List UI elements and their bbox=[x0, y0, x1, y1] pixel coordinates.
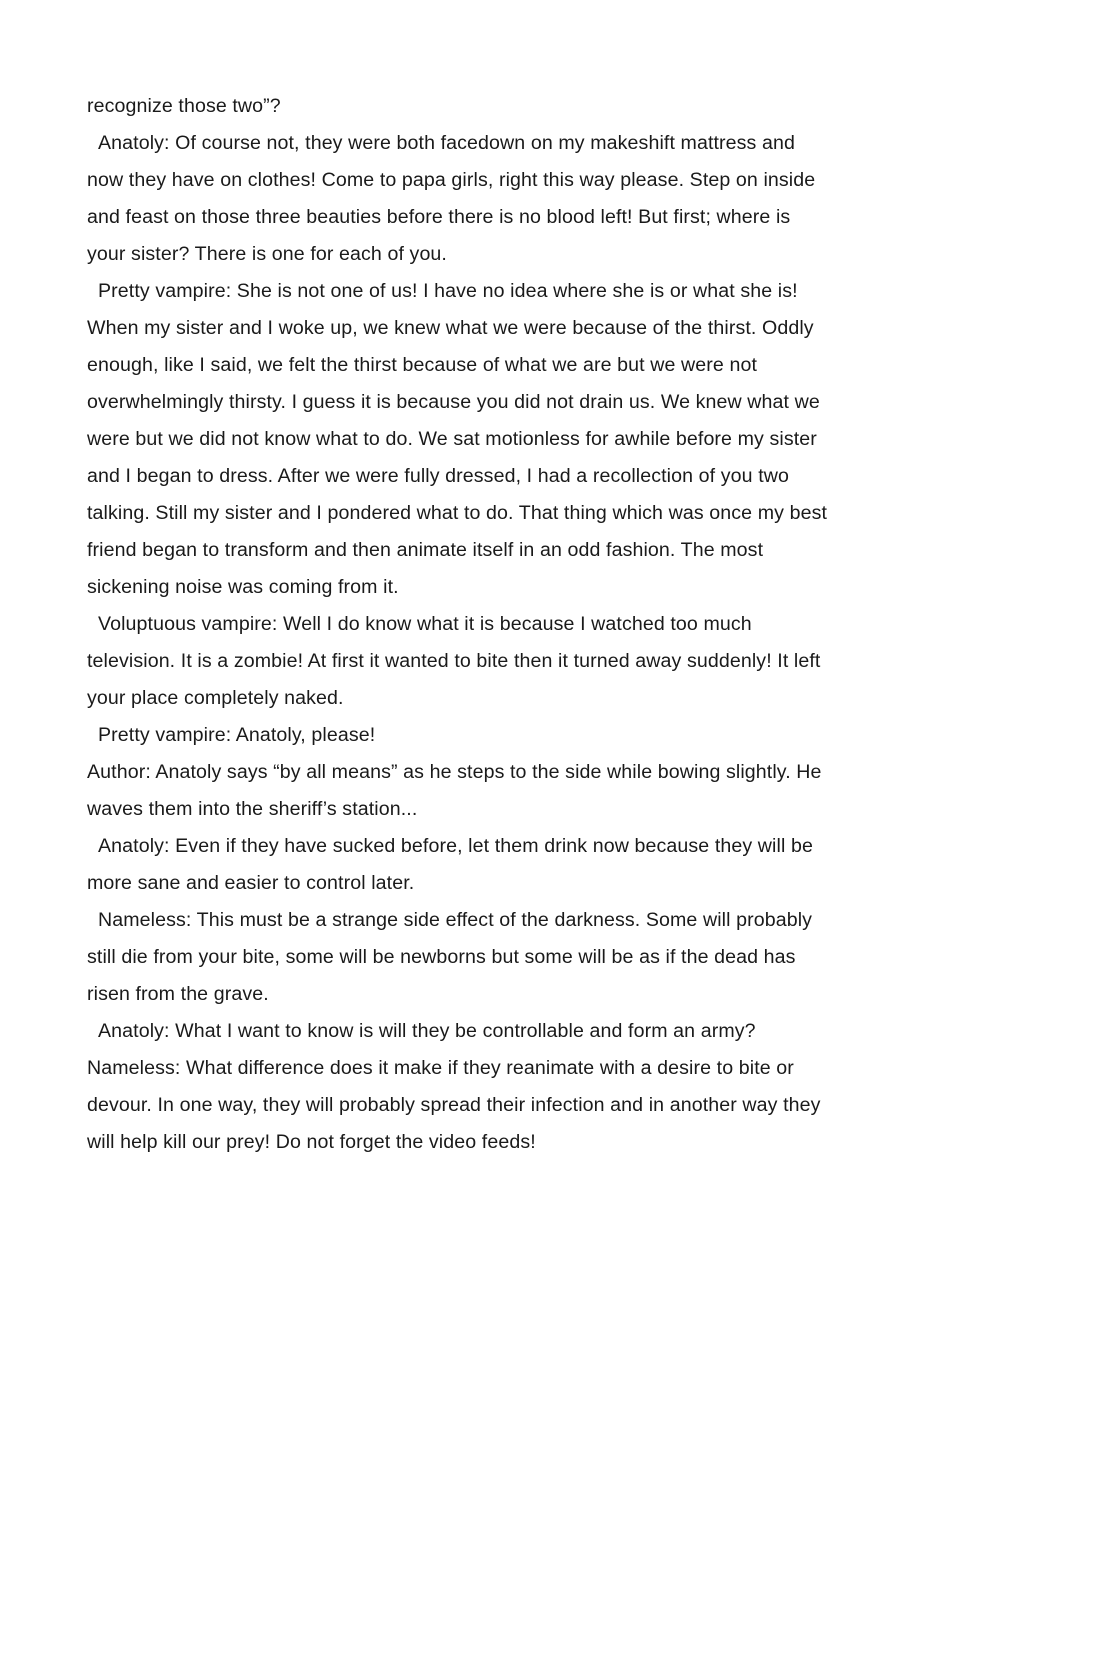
text-line: and I began to dress. After we were fully dressed, I had a recollection of you two bbox=[87, 465, 789, 487]
text-line: Anatoly: Of course not, they were both facedown on my makeshift mattress and bbox=[98, 132, 795, 154]
text-line: still die from your bite, some will be newborns but some will be as if the dead has bbox=[87, 946, 796, 968]
text-line: Nameless: This must be a strange side effect of the darkness. Some will probably bbox=[98, 909, 813, 931]
text-line: more sane and easier to control later. bbox=[87, 872, 415, 894]
document-page bbox=[87, 88, 992, 1161]
text-line: recognize those two”? bbox=[87, 95, 281, 117]
text-line: Anatoly: Even if they have sucked before, let them drink now because they will be bbox=[98, 835, 813, 857]
text-line: overwhelmingly thirsty. I guess it is because you did not drain us. We knew what we bbox=[87, 391, 820, 413]
text-line: Nameless: What difference does it make if they reanimate with a desire to bite or bbox=[87, 1057, 794, 1079]
text-line: When my sister and I woke up, we knew what we were because of the thirst. Oddly bbox=[87, 317, 814, 339]
text-line: your place completely naked. bbox=[87, 687, 344, 709]
text-line: risen from the grave. bbox=[87, 983, 269, 1005]
text-line: and feast on those three beauties before there is no blood left! But first; where is bbox=[87, 206, 791, 228]
text-line: your sister? There is one for each of you. bbox=[87, 243, 447, 265]
text-line: friend began to transform and then animate itself in an odd fashion. The most bbox=[87, 539, 764, 561]
text-line: waves them into the sheriff’s station... bbox=[87, 798, 418, 820]
text-line: Voluptuous vampire: Well I do know what it is because I watched too much bbox=[98, 613, 752, 635]
text-line: will help kill our prey! Do not forget the video feeds! bbox=[87, 1131, 536, 1153]
text-line: Pretty vampire: Anatoly, please! bbox=[98, 724, 376, 746]
text-line: talking. Still my sister and I pondered what to do. That thing which was once my best bbox=[87, 502, 828, 524]
text-line: Anatoly: What I want to know is will they be controllable and form an army? bbox=[98, 1020, 756, 1042]
text-line: devour. In one way, they will probably spread their infection and in another way they bbox=[87, 1094, 821, 1116]
text-line: Pretty vampire: She is not one of us! I have no idea where she is or what she is! bbox=[98, 280, 798, 302]
text-line: were but we did not know what to do. We sat motionless for awhile before my sister bbox=[87, 428, 817, 450]
text-line: sickening noise was coming from it. bbox=[87, 576, 399, 598]
text-line: television. It is a zombie! At first it wanted to bite then it turned away suddenly! It left bbox=[87, 650, 821, 672]
text-line: Author: Anatoly says “by all means” as he steps to the side while bowing slightly. He bbox=[87, 761, 822, 783]
text-line: now they have on clothes! Come to papa girls, right this way please. Step on inside bbox=[87, 169, 816, 191]
text-line: enough, like I said, we felt the thirst because of what we are but we were not bbox=[87, 354, 758, 376]
text-body bbox=[87, 88, 992, 1161]
